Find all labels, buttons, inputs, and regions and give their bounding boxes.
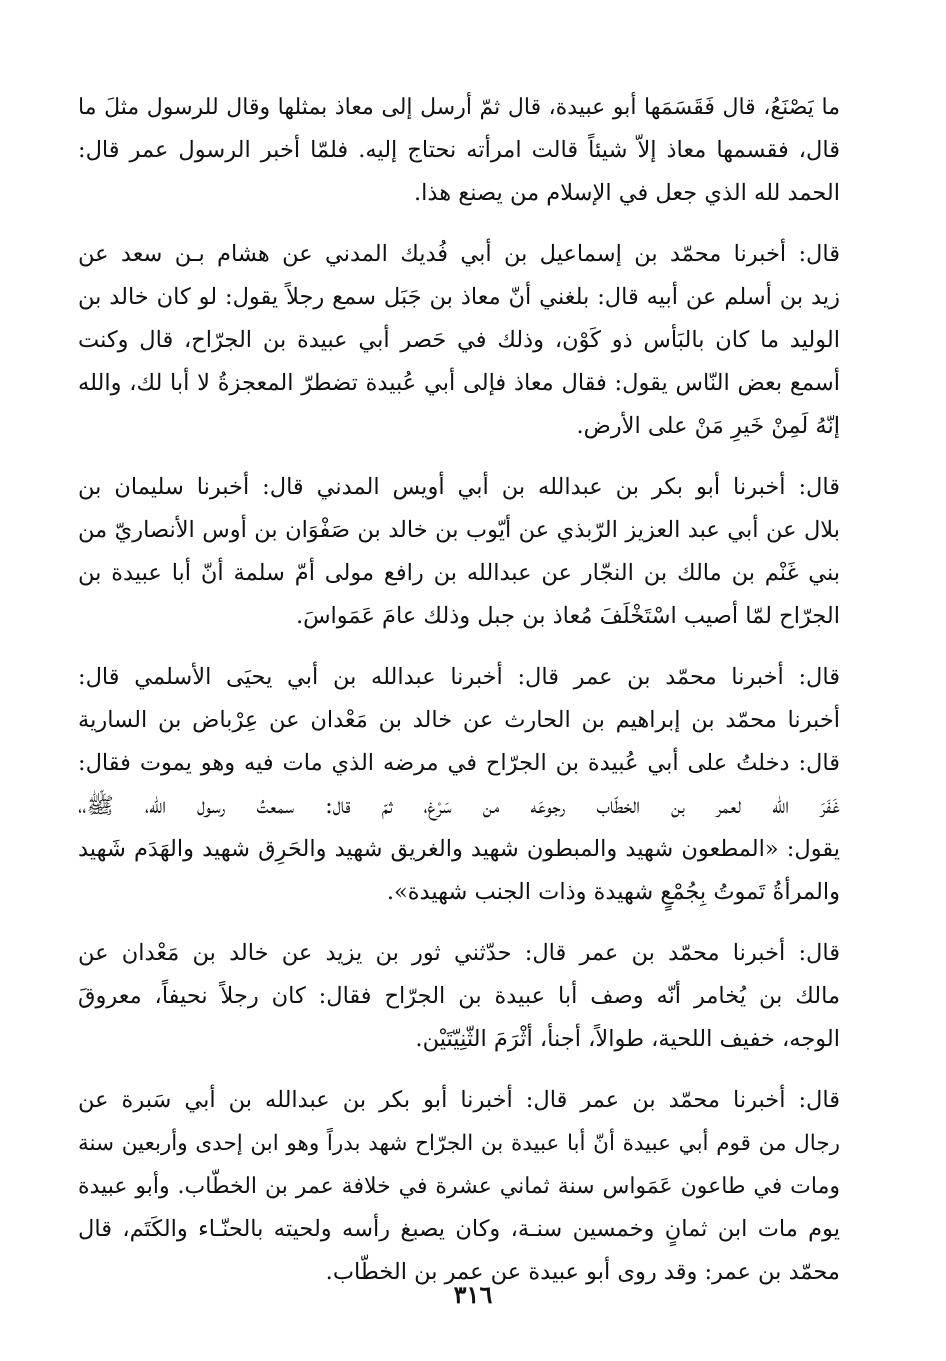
text-line: قال، فقسمها معاذ إلاّ شيئاً قالت امرأته نحتاج إليه. فلمّا أخبر الرسول عمر قال:: [78, 137, 840, 163]
text-line: قال: أخبرنا محمّد بن إسماعيل بن أبي فُديك المدني عن هشام بـن سعد عن: [78, 241, 840, 267]
text-line: زيد بن أسلم عن أبيه قال: بلغني أنّ معاذ بن جَبَل سمع رجلاً يقول: لو كان خالد بن: [78, 284, 840, 310]
page-number: ٣١٦: [453, 1280, 493, 1309]
text-line: رجال من قوم أبي عبيدة أنّ أبا عبيدة بن الجرّاح شهد بدراً وهو ابن إحدى وأربعين سنة: [78, 1131, 840, 1156]
text-line: غَفَرَ الله لعمر بن الخطّاب رجوعَه من سَرْغ، ثمّ قال: سمعتُ رسول الله، ﷺ،،: [78, 793, 840, 819]
paragraph: [78, 656, 840, 914]
text-line: قال: أخبرنا أبو بكر بن عبدالله بن أبي أويس المدني قال: أخبرنا سليمان بن: [78, 474, 840, 500]
paragraph: [78, 466, 840, 638]
paragraph: [78, 86, 840, 215]
text-line: بني غَنْم بن مالك بن النجّار عن عبدالله بن رافع مولى أمّ سلمة أنّ أبا عبيدة بن: [78, 560, 840, 586]
text-line: قال: أخبرنا محمّد بن عمر قال: حدّثني ثور بن يزيد عن خالد بن مَعْدان عن: [78, 940, 840, 966]
text-line: ما يَصْنَعُ، قال فَقَسَمَها أبو عبيدة، قال ثمّ أرسل إلى معاذ بمثلها وقال للرسول مثلَ ما: [78, 95, 840, 120]
text-line: ومات في طاعون عَمَواس سنة ثماني عشرة في خلافة عمر بن الخطّاب. وأبو عبيدة: [78, 1174, 840, 1199]
paragraph: [78, 233, 840, 448]
text-line: قال: دخلتُ على أبي عُبيدة بن الجرّاح في مرضه الذي مات فيه وهو يموت فقال:: [78, 750, 840, 776]
text-line: أسمع بعض النّاس يقول: فقال معاذ فإلى أبي عُبيدة تضطرّ المعجزةُ لا أبا لك، والله: [78, 370, 840, 396]
text-line: الحمد لله الذي جعل في الإسلام من يصنع هذا.: [414, 180, 840, 206]
text-line: يقول: «المطعون شهيد والمبطون شهيد والغريق شهيد والحَرِق شهيد والهَدَم شَهيد: [78, 836, 840, 862]
text-line: قال: أخبرنا محمّد بن عمر قال: أخبرنا أبو بكر بن عبدالله بن أبي سَبرة عن: [78, 1087, 840, 1113]
text-line: والمرأةُ تَموتُ بِجُمْعٍ شهيدة وذات الجنب شهيدة».: [386, 879, 840, 905]
text-line: إنّهُ لَمِنْ خَيرِ مَنْ على الأرض.: [576, 413, 840, 439]
text-line: الجرّاح لمّا أصيب اسْتَخْلَفَ مُعاذ بن جبل وذلك عامَ عَمَواسَ.: [295, 603, 840, 629]
page-body: [78, 86, 840, 1312]
text-line: الوجه، خفيف اللحية، طوالاً، أجنأ، أثْرَمَ الثّنِيّتَيْن.: [415, 1026, 840, 1052]
text-line: بلال عن أبي عبد العزيز الرّبذي عن أيّوب بن خالد بن صَفْوَان بن أوس الأنصاريّ من: [78, 517, 840, 543]
text-line: أخبرنا محمّد بن إبراهيم بن الحارث عن خالد بن مَعْدان عن عِرْباض بن السارية: [78, 707, 840, 733]
text-line: الوليد ما كان بالبَأس ذو كَوْن، وذلك في حَصر أبي عبيدة بن الجرّاح، قال وكنت: [78, 327, 840, 353]
text-line: قال: أخبرنا محمّد بن عمر قال: أخبرنا عبدالله بن أبي يحيَى الأسلمي قال:: [78, 664, 840, 690]
text-line: يوم مات ابن ثمانٍ وخمسين سنـة، وكان يصبغ رأسه ولحيته بالحنّـاء والكَتَم، قال: [78, 1216, 840, 1242]
text-line: محمّد بن عمر: وقد روى أبو عبيدة عن عمر بن الخطّاب.: [325, 1259, 840, 1285]
paragraph: [78, 1079, 840, 1294]
text-line: مالك بن يُخامر أنّه وصف أبا عبيدة بن الجرّاح فقال: كان رجلاً نحيفاً، معروقَ: [78, 983, 840, 1009]
paragraph: [78, 932, 840, 1061]
